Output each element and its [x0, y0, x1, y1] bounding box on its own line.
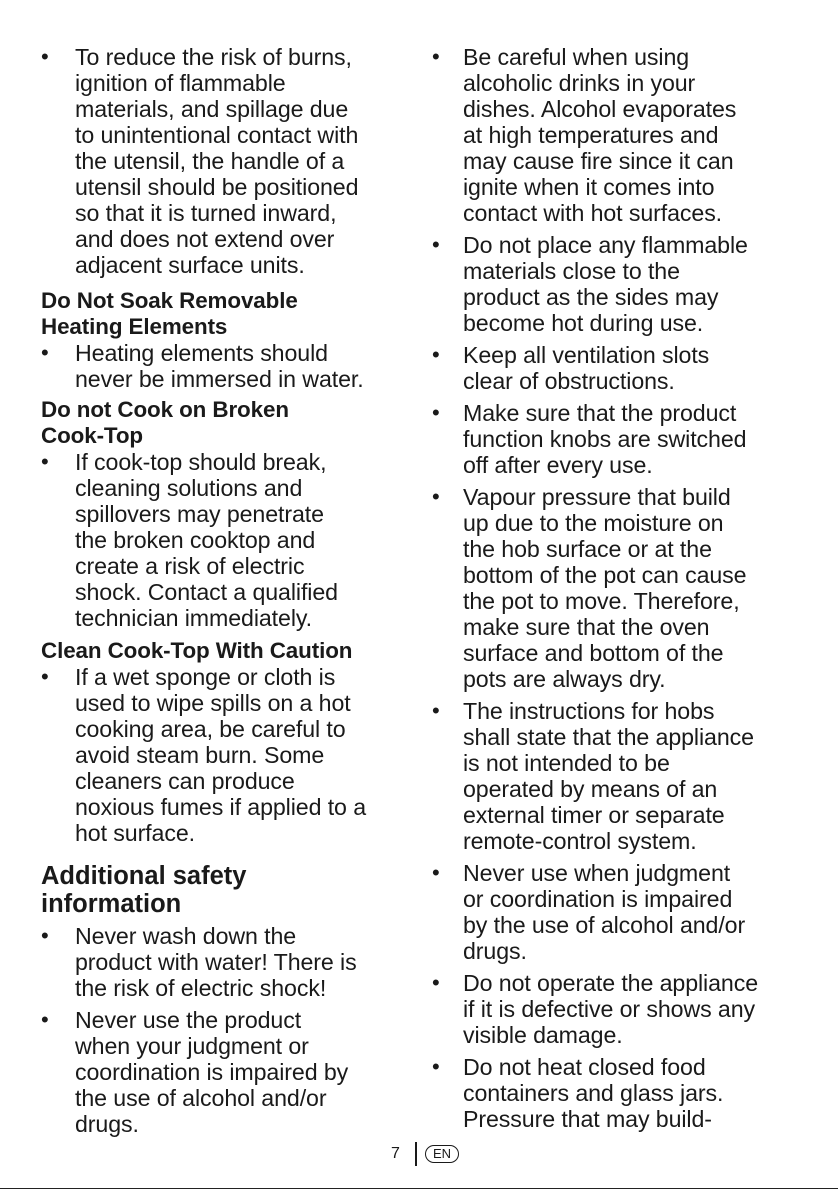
bullet-knobs: • Make sure that the product function knobs are switched off after every use. — [432, 400, 792, 478]
language-badge: EN — [425, 1145, 459, 1163]
bullet-soak: • Heating elements should never be immersed in water. — [41, 340, 401, 392]
heading-clean-with-caution: Clean Cook-Top With Caution — [41, 638, 353, 663]
page-footer — [0, 1142, 838, 1168]
bullet-never-use: • Never use when judgment or coordination is impaired by the use of alcohol and/or drugs. — [432, 860, 792, 964]
bullet-ventilation: • Keep all ventilation slots clear of obstructions. — [432, 342, 792, 394]
bullet-timer: • The instructions for hobs shall state that the appliance is not intended to be operated by means of an external timer or separate remote-control system. — [432, 698, 792, 854]
bullet-clean: • If a wet sponge or cloth is used to wipe spills on a hot cooking area, be careful to avoid steam burn. Some cleaners can produce noxious fumes if applied to a hot surface. — [41, 664, 401, 846]
bullet-wash: • Never wash down the product with water! There is the risk of electric shock! — [41, 923, 401, 1001]
bottom-rule — [0, 1188, 838, 1189]
page-number: 7 — [391, 1145, 400, 1162]
footer-divider — [415, 1142, 417, 1166]
bullet-containers: • Do not heat closed food containers and glass jars. Pressure that may build- — [432, 1054, 792, 1132]
bullet-vapour: • Vapour pressure that build up due to the moisture on the hob surface or at the bottom of the pot can cause the pot to move. Therefore, make sure that the oven surface and bottom of the pots are always dry. — [432, 484, 792, 692]
bullet-flammable: • Do not place any flammable materials close to the product as the sides may become hot during use. — [432, 232, 792, 336]
heading-additional-safety: Additional safety information — [41, 862, 247, 918]
bullet-defective: • Do not operate the appliance if it is defective or shows any visible damage. — [432, 970, 792, 1048]
bullet-judgment: • Never use the product when your judgment or coordination is impaired by the use of alcohol and/or drugs. — [41, 1007, 401, 1137]
bullet-alcohol: • Be careful when using alcoholic drinks in your dishes. Alcohol evaporates at high temperatures and may cause fire since it can ignite when it comes into contact with hot surfaces. — [432, 44, 792, 226]
bullet-broken: • If cook-top should break, cleaning solutions and spillovers may penetrate the broken cooktop and create a risk of electric shock. Contact a qualified technician immediately. — [41, 449, 401, 631]
left-column — [41, 44, 401, 1137]
right-column — [432, 44, 792, 1132]
bullet-burns: • To reduce the risk of burns, ignition of flammable materials, and spillage due to unintentional contact with the utensil, the handle of a utensil should be positioned so that it is turned inward, and does not extend over adjacent surface units. — [41, 44, 401, 278]
heading-do-not-soak: Do Not Soak Removable Heating Elements — [41, 288, 298, 339]
heading-broken-cooktop: Do not Cook on Broken Cook-Top — [41, 397, 289, 448]
